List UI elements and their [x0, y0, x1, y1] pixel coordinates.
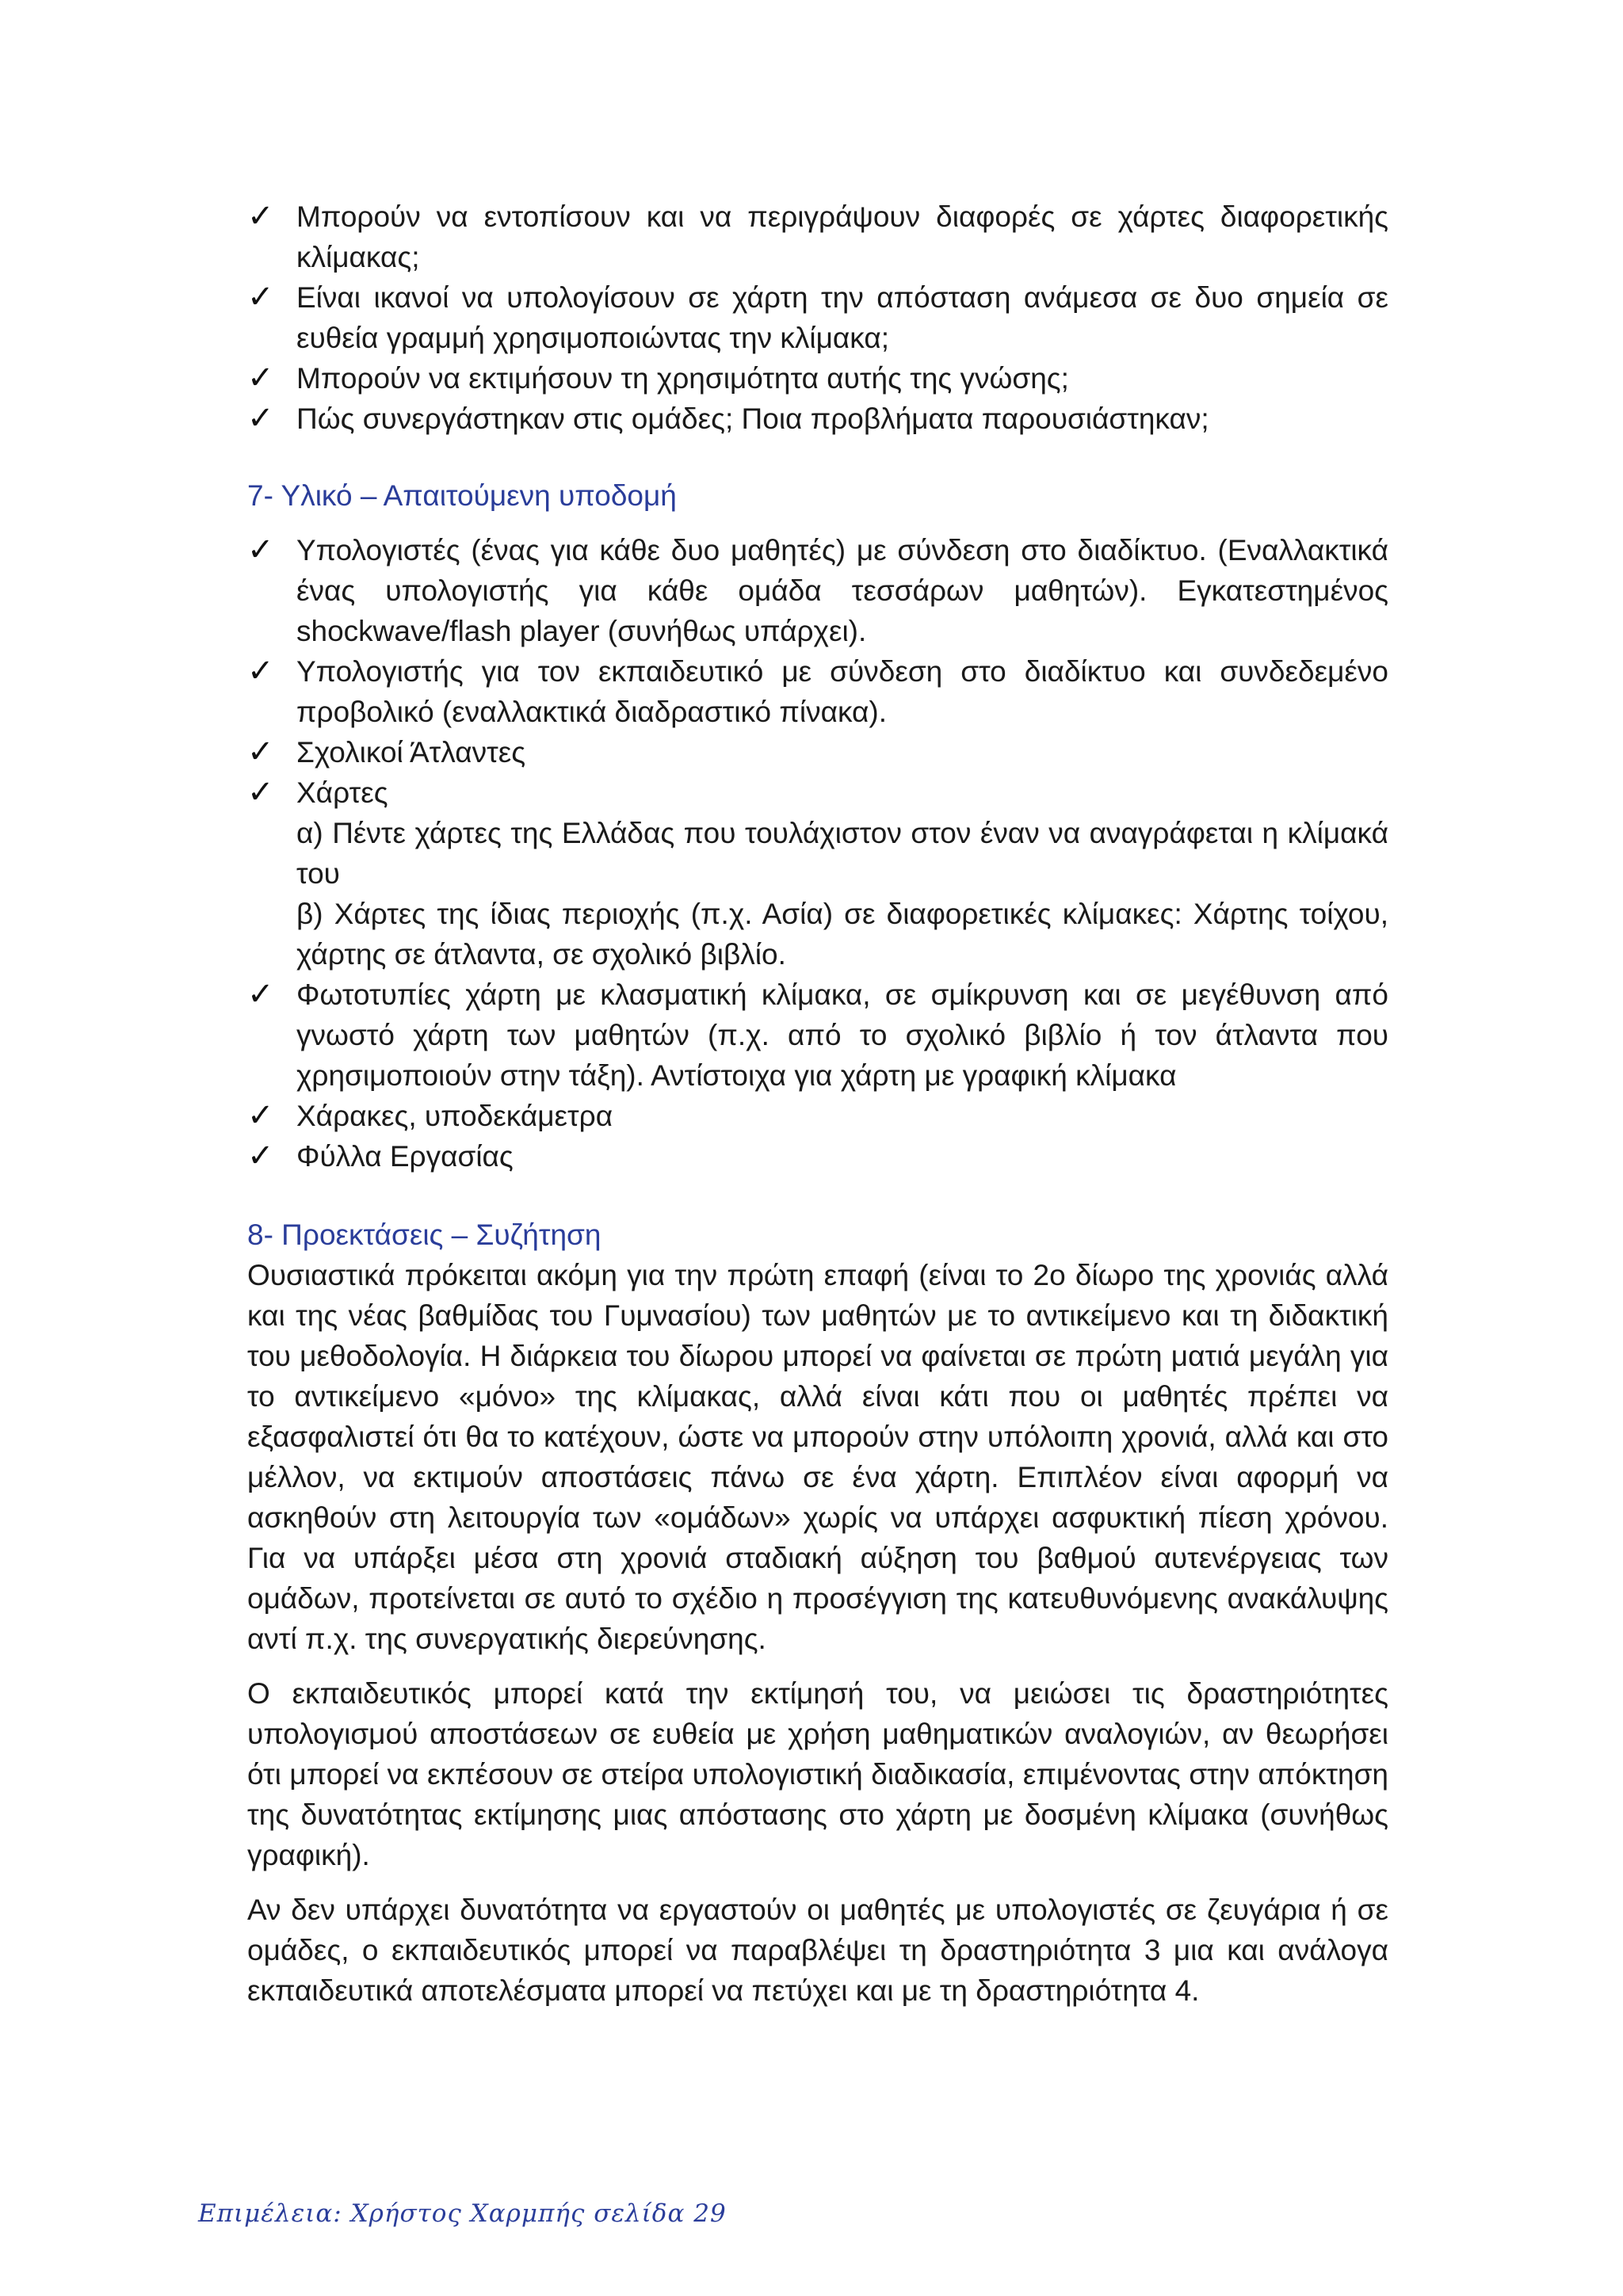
paragraph: Αν δεν υπάρχει δυνατότητα να εργαστούν οι μαθητές με υπολογιστές σε ζευγάρια ή σε ομάδες, ο εκπαιδευτικός μπορεί να παραβλέψει τη δραστηριότητα 3 μια και ανάλογα εκπαιδευτικά αποτελέσματα μπορεί να πετύχει και με τη δραστηριότητα 4. [247, 1894, 1388, 2007]
paragraph: Ο εκπαιδευτικός μπορεί κατά την εκτίμησή του, να μειώσει τις δραστηριότητες υπολογισμού αποστάσεων σε ευθεία με χρήση μαθηματικών αναλογιών, αν θεωρήσει ότι μπορεί να εκπέσουν σε στείρα υπολογιστική διαδικασία, επιμένοντας στην απόκτηση της δυνατότητας εκτίμησης μιας απόστασης στο χάρτη με δοσμένη κλίμακα (συνήθως γραφική). [247, 1677, 1388, 1871]
page-content [247, 196, 1388, 2025]
paragraph: Ουσιαστικά πρόκειται ακόμη για την πρώτη επαφή (είναι το 2ο δίωρο της χρονιάς αλλά και της νέας βαθμίδας του Γυμνασίου) των μαθητών με το αντικείμενο και τη διδακτική του μεθοδολογία. Η διάρκεια του δίωρου μπορεί να φαίνεται σε πρώτη ματιά μεγάλη για το αντικείμενο «μόνο» της κλίμακας, αλλά είναι κάτι που οι μαθητές πρέπει να εξασφαλιστεί ότι θα το κατέχουν, ώστε να μπορούν στην υπόλοιπη χρονιά, αλλά και στο μέλλον, να εκτιμούν αποστάσεις πάνω σε ένα χάρτη. Επιπλέον είναι αφορμή να ασκηθούν στη λειτουργία των «ομάδων» χωρίς να υπάρχει ασφυκτική πίεση χρόνου. Για να υπάρξει μέσα στη χρονιά σταδιακή αύξηση του βαθμού αυτενέργειας των ομάδων, προτείνεται σε αυτό το σχέδιο η προσέγγιση της κατευθυνόμενης ανακάλυψης αντί π.χ. της συνεργατικής διερεύνησης. [247, 1259, 1388, 1655]
list-item: ✓ Υπολογιστής για τον εκπαιδευτικό με σύνδεση στο διαδίκτυο και συνδεδεμένο προβολικό (εναλλακτικά διαδραστικό πίνακα). [247, 653, 1388, 728]
checkmark-icon: ✓ [247, 400, 274, 437]
list-item: ✓ Πώς συνεργάστηκαν στις ομάδες; Ποια προβλήματα παρουσιάστηκαν; [247, 399, 1388, 439]
evaluation-checklist [247, 196, 1388, 439]
checkmark-icon: ✓ [247, 198, 274, 235]
checkmark-icon: ✓ [247, 279, 274, 315]
page-footer: Επιμέλεια: Χρήστος Χαρμπής σελίδα 29 [198, 2199, 727, 2228]
checkmark-icon: ✓ [247, 653, 274, 689]
section-8-heading: 8- Προεκτάσεις – Συζήτηση [247, 1219, 601, 1251]
list-item: ✓ Χάρτες α) Πέντε χάρτες της Ελλάδας που τουλάχιστον στον έναν να αναγράφεται η κλίμακά του β) Χάρτες της ίδιας περιοχής (π.χ. Ασία) σε διαφορετικές κλίμακες: Χάρτης τοίχου, χάρτης σε άτλαντα, σε σχολικό βιβλίο. [247, 772, 1388, 974]
list-item: ✓ Υπολογιστές (ένας για κάθε δυο μαθητές) με σύνδεση στο διαδίκτυο. (Εναλλακτικά ένας υπολογιστής για κάθε ομάδα τεσσάρων μαθητών). Εγκατεστημένος shockwave/flash player (συνήθως υπάρχει). [247, 532, 1388, 647]
list-item: ✓ Σχολικοί Άτλαντες [247, 732, 1388, 772]
checkmark-icon: ✓ [247, 774, 274, 810]
checkmark-icon: ✓ [247, 1097, 274, 1134]
list-item: ✓ Είναι ικανοί να υπολογίσουν σε χάρτη την απόσταση ανάμεσα σε δυο σημεία σε ευθεία γραμμή χρησιμοποιώντας την κλίμακα; [247, 279, 1388, 354]
checkmark-icon: ✓ [247, 976, 274, 1013]
checkmark-icon: ✓ [247, 1138, 274, 1174]
list-item: ✓ Μπορούν να εκτιμήσουν τη χρησιμότητα αυτής της γνώσης; [247, 358, 1388, 399]
list-item: ✓ Χάρακες, υποδεκάμετρα [247, 1096, 1388, 1136]
list-item: ✓ Μπορούν να εντοπίσουν και να περιγράψουν διαφορές σε χάρτες διαφορετικής κλίμακας; [247, 198, 1388, 273]
checkmark-icon: ✓ [247, 360, 274, 396]
section-7-heading: 7- Υλικό – Απαιτούμενη υποδομή [247, 479, 677, 512]
sub-item-b: β) Χάρτες της ίδιας περιοχής (π.χ. Ασία) σε διαφορετικές κλίμακες: Χάρτης τοίχου, χάρτης σε άτλαντα, σε σχολικό βιβλίο. [296, 898, 1388, 971]
materials-checklist [247, 530, 1388, 1177]
list-item: ✓ Φωτοτυπίες χάρτη με κλασματική κλίμακα, σε σμίκρυνση και σε μεγέθυνση από γνωστό χάρτη των μαθητών (π.χ. από το σχολικό βιβλίο ή τον άτλαντα που χρησιμοποιούν στην τάξη). Αντίστοιχα για χάρτη με γραφική κλίμακα [247, 976, 1388, 1092]
checkmark-icon: ✓ [247, 734, 274, 770]
sub-item-a: α) Πέντε χάρτες της Ελλάδας που τουλάχιστον στον έναν να αναγράφεται η κλίμακά του [296, 817, 1388, 890]
list-item: ✓ Φύλλα Εργασίας [247, 1136, 1388, 1177]
checkmark-icon: ✓ [247, 532, 274, 568]
